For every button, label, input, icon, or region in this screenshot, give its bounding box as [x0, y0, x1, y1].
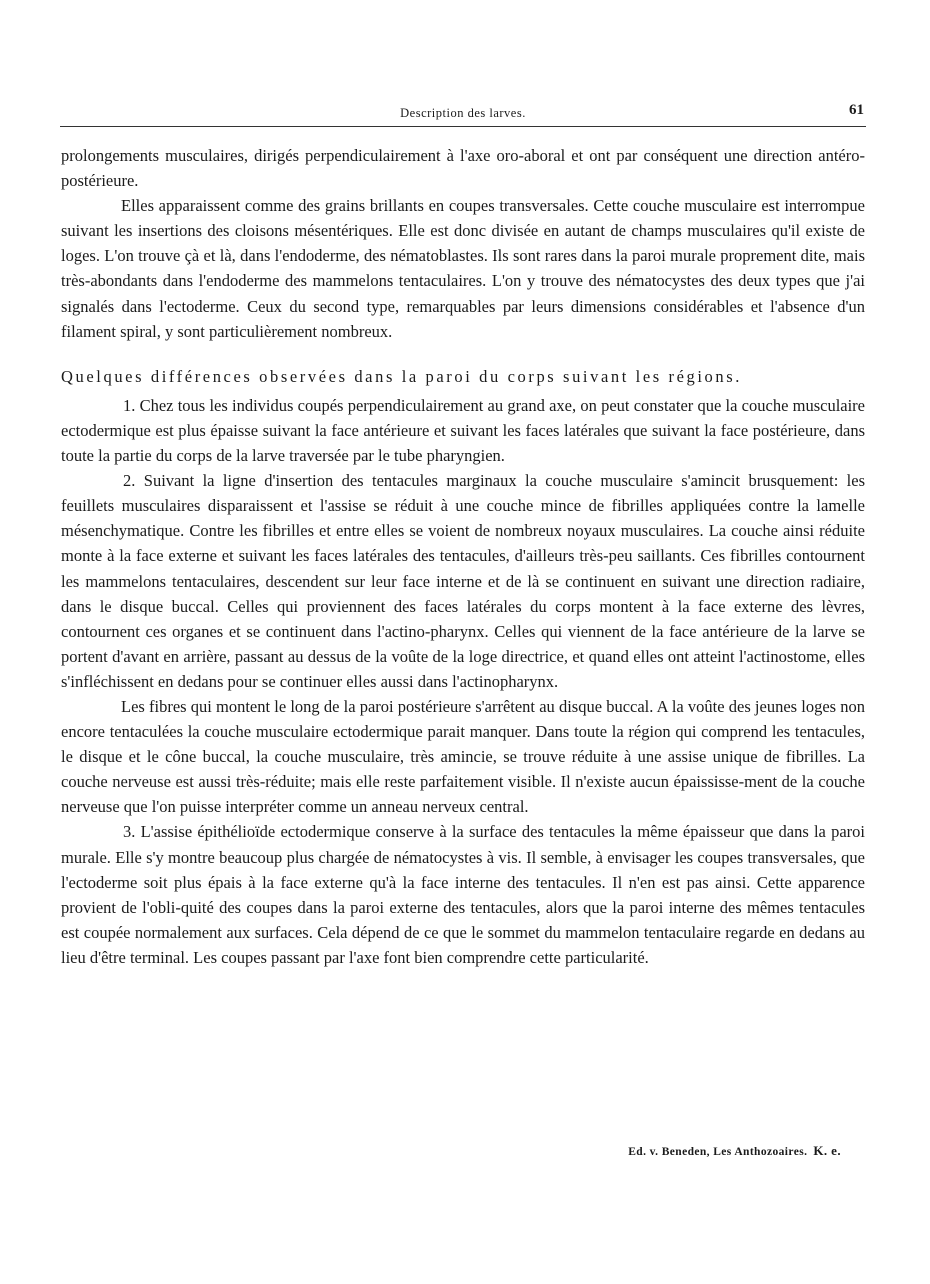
section-heading: Quelques différences observées dans la paroi du corps suivant les régions.: [61, 366, 742, 386]
page-header: [60, 100, 866, 127]
body-text: [61, 143, 865, 970]
paragraph: Les fibres qui montent le long de la paroi postérieure s'arrêtent au disque buccal. A la voûte des jeunes loges non encore tentaculées la couche musculaire ectodermique parait manquer. Dans toute la région qui comprend les tentacules, le disque et le cône buccal, la couche musculaire, très amincie, se trouve réduite à une assise unique de fibrilles. La couche nerveuse est aussi très-réduite; mais elle reste parfaitement visible. Il n'existe aucun épaississe-ment de la couche nerveuse que l'on puisse interpréter comme un anneau nerveux central.: [61, 696, 865, 817]
sheet-mark: K. e.: [813, 1143, 841, 1158]
paragraph: 2. Suivant la ligne d'insertion des tentacules marginaux la couche musculaire s'amincit brusquement: les feuillets musculaires disparaissent et l'assise se réduit à une couche mince de fibrilles appliquées contre la lamelle mésenchymatique. Contre les fibrilles et entre elles se voient de nombreux noyaux musculaires. La couche ainsi réduite monte à la face externe et suivant les faces latérales des tentacules, d'ailleurs très-peu saillants. Ces fibrilles contournent les mammelons tentaculaires, descendent sur leur face interne et de là se continuent en suivant une direction radiaire, dans le disque buccal. Celles qui proviennent des faces latérales du corps montent à la face externe des lèvres, contournent ces organes et se continuent dans l'actino-pharynx. Celles qui viennent de la face antérieure de la larve se portent d'avant en arrière, passant au dessus de la voûte de la loge directrice, et quand elles ont atteint l'actinostome, elles s'infléchissent en dedans pour se continuer elles aussi dans l'actinopharynx.: [61, 471, 865, 691]
paragraph: 3. L'assise épithélioïde ectodermique conserve à la surface des tentacules la même épaisseur que dans la paroi murale. Elle s'y montre beaucoup plus chargée de nématocystes à vis. Il semble, à envisager les coupes transversales, que l'ectoderme soit plus épais à la face externe qu'à la face interne des tentacules. Il n'en est pas ainsi. Cette apparence provient de l'obli-quité des coupes dans la paroi externe des tentacules, alors que la paroi interne des mêmes tentacules est coupée normalement aux surfaces. Cela dépend de ce que le sommet du mammelon tentaculaire regarde en dedans au lieu d'être terminal. Les coupes passant par l'axe font bien comprendre cette particularité.: [61, 822, 865, 967]
footer-signature: Ed. v. Beneden, Les Anthozoaires.: [628, 1146, 808, 1158]
page-number: 61: [849, 102, 864, 118]
paragraph: 1. Chez tous les individus coupés perpendiculairement au grand axe, on peut constater que la couche musculaire ectodermique est plus épaisse suivant la face antérieure et suivant les faces latérales que suivant la face postérieure, dans toute la partie du corps de la larve traversée par le tube pharyngien.: [61, 395, 865, 466]
paragraph: Elles apparaissent comme des grains brillants en coupes transversales. Cette couche musculaire est interrompue suivant les insertions des cloisons mésentériques. Elle est donc divisée en autant de champs musculaires qu'il existe de loges. L'on trouve çà et là, dans l'endoderme, des nématoblastes. Ils sont rares dans la paroi murale proprement dite, mais très-abondants dans l'endoderme des mammelons tentaculaires. L'on y trouve des nématocystes des deux types que j'ai signalés dans l'ectoderme. Ceux du second type, remarquables par leurs dimensions considérables et l'absence d'un filament spiral, y sont particulièrement nombreux.: [61, 196, 865, 341]
page-footer: [628, 1143, 841, 1159]
running-title: Description des larves.: [400, 106, 526, 120]
paragraph: prolongements musculaires, dirigés perpendiculairement à l'axe oro-aboral et ont par conséquent une direction antéro-postérieure.: [61, 146, 865, 191]
